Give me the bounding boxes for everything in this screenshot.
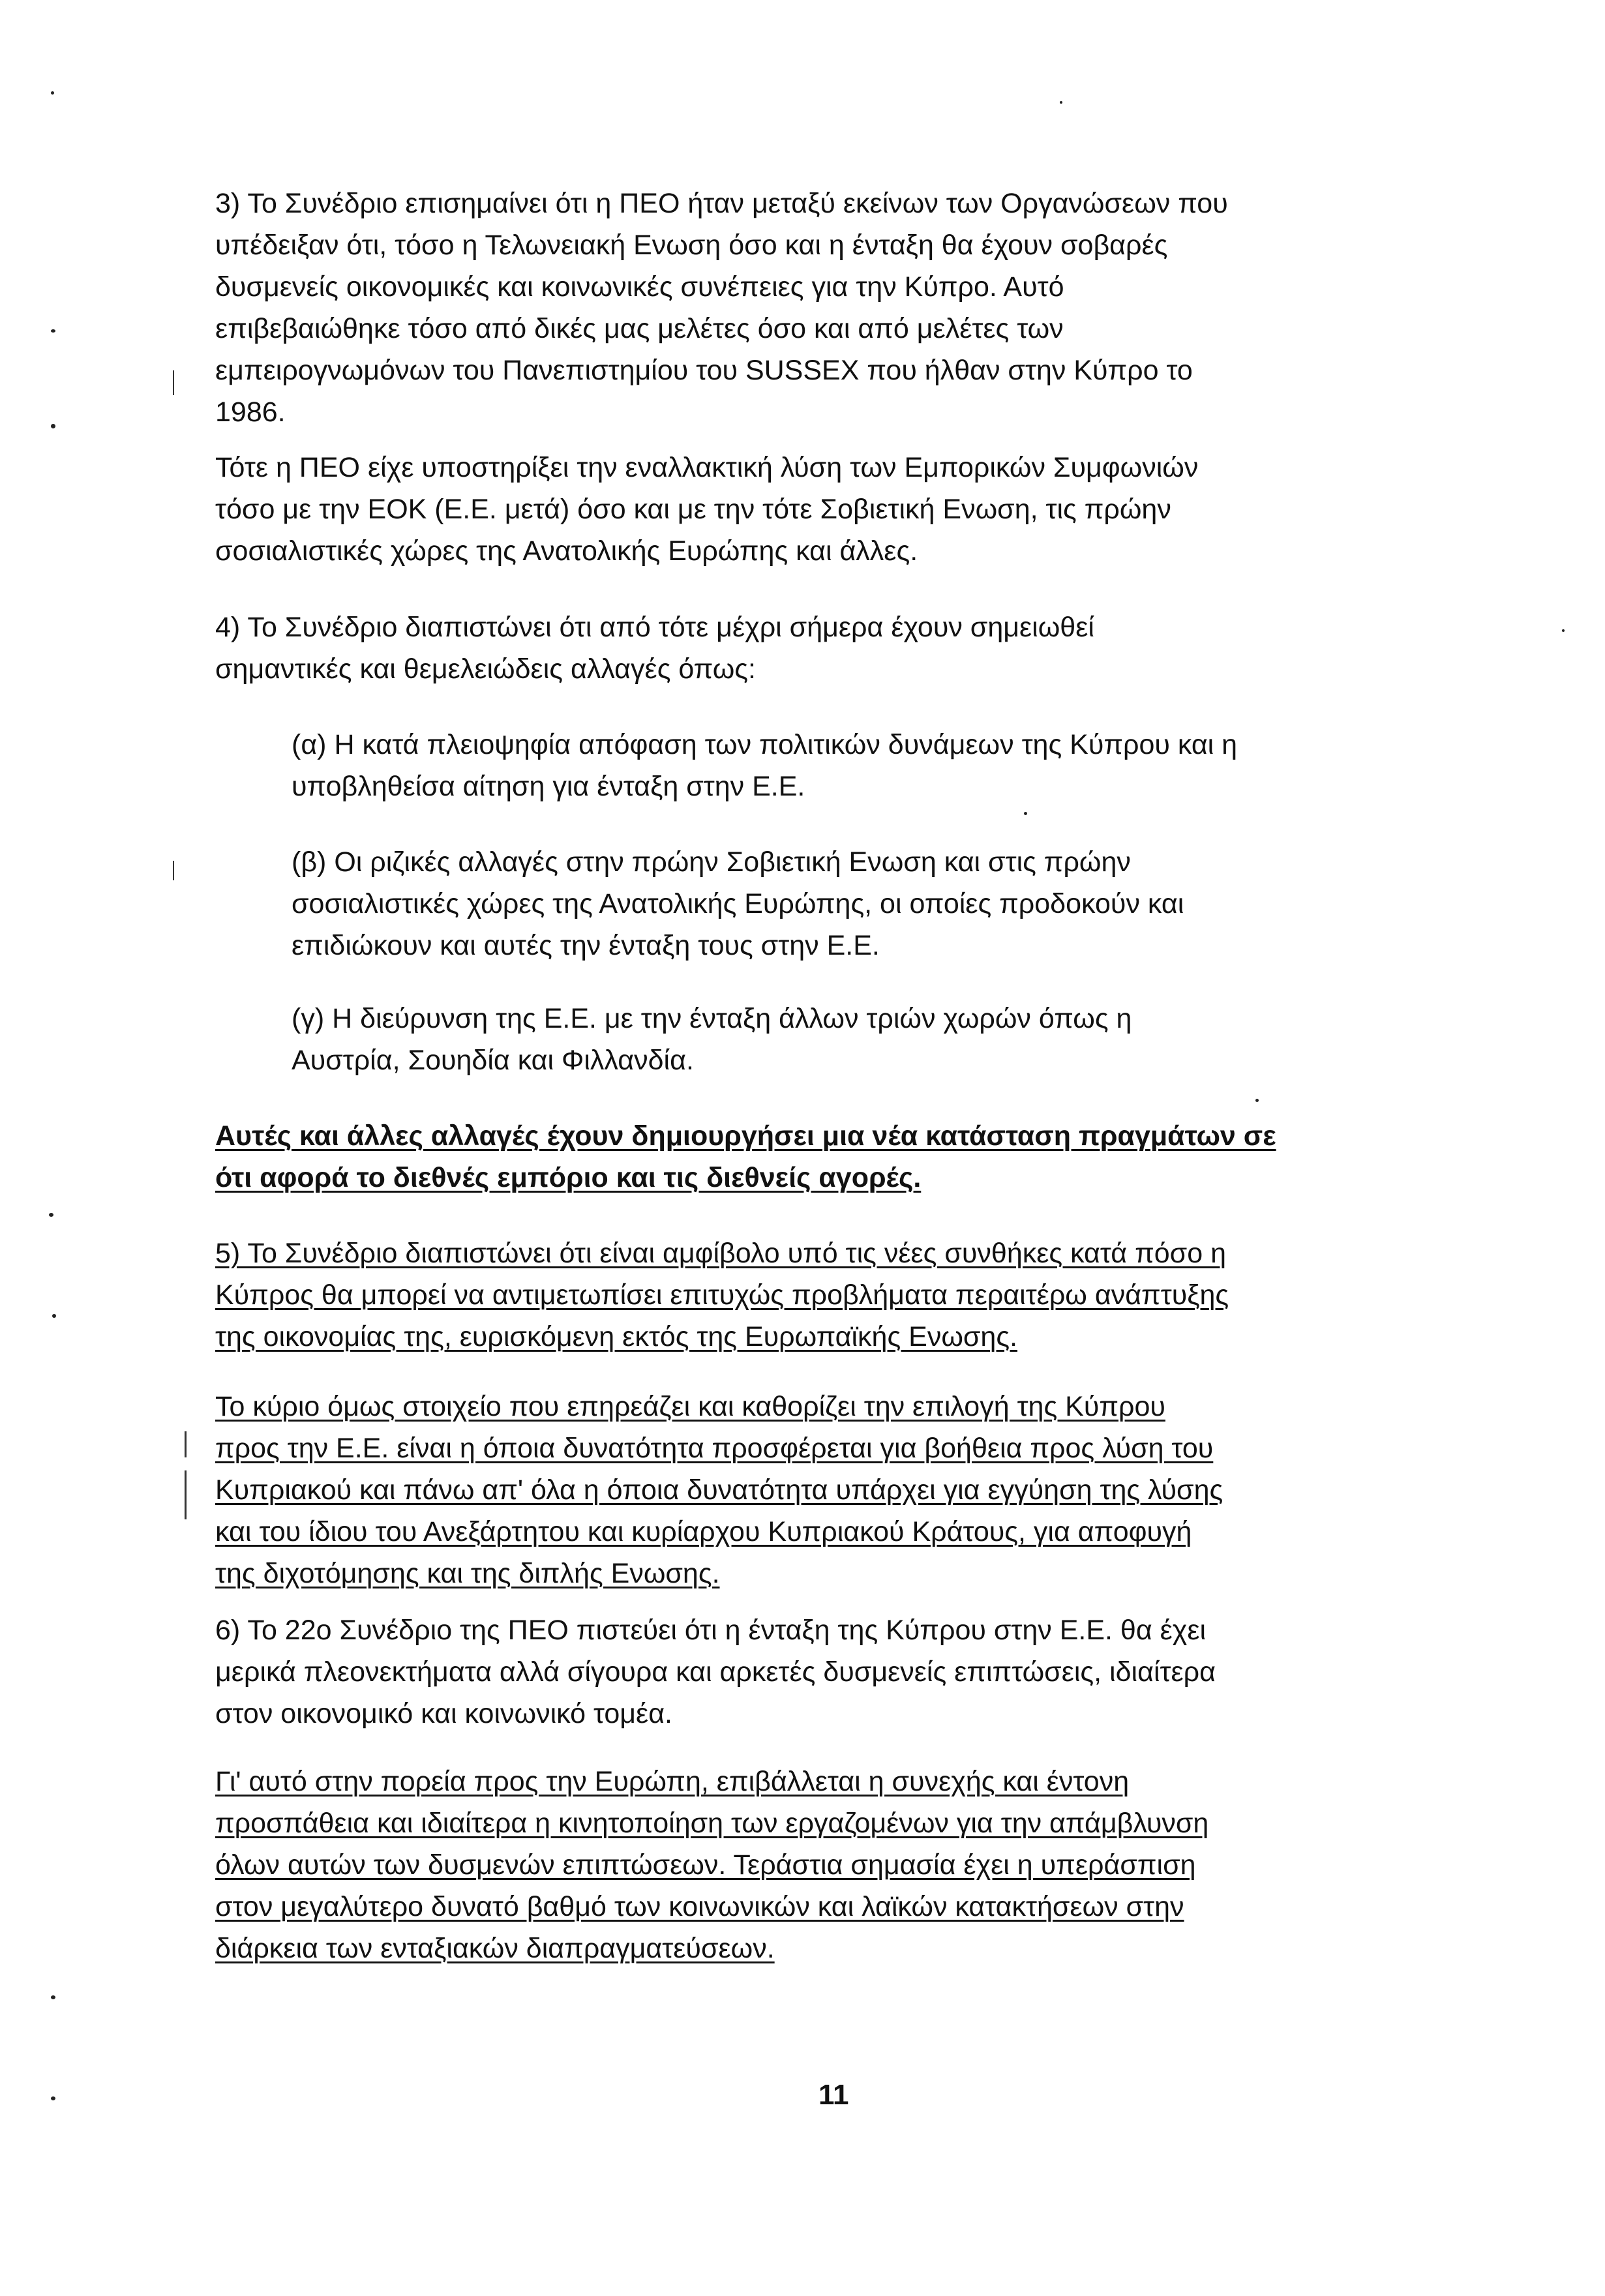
text-line: όλων αυτών των δυσμενών επιπτώσεων. Τεράστια σημασία έχει η υπεράσπιση <box>215 1849 1196 1881</box>
paragraph-cyprus-problem <box>215 1386 1454 1594</box>
scan-mark <box>185 1431 187 1457</box>
text-line: 1986. <box>215 396 286 428</box>
subitem-c <box>292 998 1465 1081</box>
text-line: σοσιαλιστικές χώρες της Ανατολικής Ευρώπης, οι οποίες προδοκούν και <box>292 888 1184 919</box>
scan-speck <box>51 424 55 428</box>
text-line: σοσιαλιστικές χώρες της Ανατολικής Ευρώπης και άλλες. <box>215 535 918 567</box>
scan-speck <box>49 1213 53 1217</box>
text-line: διάρκεια των ενταξιακών διαπραγματεύσεων. <box>215 1933 775 1964</box>
text-line: Αυτές και άλλες αλλαγές έχουν δημιουργήσει μια νέα κατάσταση πραγμάτων σε <box>215 1120 1276 1152</box>
scan-speck <box>51 91 54 95</box>
text-line: προσπάθεια και ιδιαίτερα η κινητοποίηση των εργαζομένων για την απάμβλυνση <box>215 1808 1209 1839</box>
text-line: τόσο με την ΕΟΚ (Ε.Ε. μετά) όσο και με την τότε Σοβιετική Ενωση, τις πρώην <box>215 494 1171 525</box>
text-line: Γι' αυτό στην πορεία προς την Ευρώπη, επιβάλλεται η συνεχής και έντονη <box>215 1766 1130 1797</box>
text-line: ότι αφορά το διεθνές εμπόριο και τις διεθνείς αγορές. <box>215 1162 922 1193</box>
text-line: υπέδειξαν ότι, τόσο η Τελωνειακή Ενωση όσο και η ένταξη θα έχουν σοβαρές <box>215 230 1168 261</box>
text-line: σημαντικές και θεμελειώδεις αλλαγές όπως: <box>215 653 756 685</box>
scan-speck <box>1255 1099 1259 1102</box>
scan-speck <box>1060 101 1062 104</box>
scan-mark <box>173 370 174 395</box>
text-line: (α) Η κατά πλειοψηφία απόφαση των πολιτικών δυνάμεων της Κύπρου και η <box>292 729 1238 760</box>
page-number: 11 <box>818 2079 849 2111</box>
text-line: 3) Το Συνέδριο επισημαίνει ότι η ΠΕΟ ήταν μεταξύ εκείνων των Οργανώσεων που <box>215 188 1228 219</box>
text-line: 4) Το Συνέδριο διαπιστώνει ότι από τότε μέχρι σήμερα έχουν σημειωθεί <box>215 612 1094 643</box>
paragraph-path-to-europe <box>215 1761 1454 1969</box>
text-line: Κυπριακού και πάνω απ' όλα η όποια δυνατότητα υπάρχει για εγγύηση της λύσης <box>215 1474 1223 1506</box>
text-line: προς την Ε.Ε. είναι η όποια δυνατότητα προσφέρεται για βοήθεια προς λύση του <box>215 1433 1214 1464</box>
text-line: επιβεβαιώθηκε τόσο από δικές μας μελέτες όσο και από μελέτες των <box>215 313 1064 344</box>
text-line: μερικά πλεονεκτήματα αλλά σίγουρα και αρκετές δυσμενείς επιπτώσεις, ιδιαίτερα <box>215 1656 1216 1688</box>
paragraph-item-4 <box>215 606 1454 690</box>
emphasis-statement <box>215 1115 1454 1199</box>
scan-speck <box>1562 629 1565 632</box>
text-line: Το κύριο όμως στοιχείο που επηρεάζει και καθορίζει την επιλογή της Κύπρου <box>215 1391 1165 1422</box>
text-line: στον μεγαλύτερο δυνατό βαθμό των κοινωνικών και λαϊκών κατακτήσεων στην <box>215 1891 1184 1922</box>
text-line: δυσμενείς οικονομικές και κοινωνικές συνέπειες για την Κύπρο. Αυτό <box>215 271 1064 303</box>
text-line: (β) Οι ριζικές αλλαγές στην πρώην Σοβιετική Ενωση και στις πρώην <box>292 846 1131 878</box>
text-line: της οικονομίας της, ευρισκόμενη εκτός της Ευρωπαϊκής Ενωσης. <box>215 1321 1018 1352</box>
text-line: 6) Το 22ο Συνέδριο της ΠΕΟ πιστεύει ότι η ένταξη της Κύπρου στην Ε.Ε. θα έχει <box>215 1615 1207 1646</box>
paragraph-item-6 <box>215 1609 1454 1735</box>
text-line: υποβληθείσα αίτηση για ένταξη στην Ε.Ε. <box>292 771 805 802</box>
text-line: Αυστρία, Σουηδία και Φιλλανδία. <box>292 1045 694 1076</box>
paragraph-item-5 <box>215 1232 1454 1358</box>
scan-speck <box>51 329 55 333</box>
paragraph-trade-agreements <box>215 447 1454 572</box>
text-line: Κύπρος θα μπορεί να αντιμετωπίσει επιτυχώς προβλήματα περαιτέρω ανάπτυξης <box>215 1279 1229 1311</box>
text-line: της διχοτόμησης και της διπλής Ενωσης. <box>215 1558 720 1589</box>
text-line: (γ) Η διεύρυνση της Ε.Ε. με την ένταξη άλλων τριών χωρών όπως η <box>292 1003 1132 1034</box>
text-line: επιδιώκουν και αυτές την ένταξη τους στην Ε.Ε. <box>292 930 880 961</box>
scan-mark <box>173 861 174 880</box>
scan-mark <box>185 1470 187 1519</box>
paragraph-item-3 <box>215 183 1454 433</box>
scan-speck <box>51 2096 55 2100</box>
text-line: και του ίδιου του Ανεξάρτητου και κυρίαρχου Κυπριακού Κράτους, για αποφυγή <box>215 1516 1192 1547</box>
text-line: εμπειρογνωμόνων του Πανεπιστημίου του SUSSEX που ήλθαν στην Κύπρο το <box>215 355 1193 386</box>
text-line: Τότε η ΠΕΟ είχε υποστηρίξει την εναλλακτική λύση των Εμπορικών Συμφωνιών <box>215 452 1199 483</box>
scan-speck <box>1024 812 1027 815</box>
scan-speck <box>51 1995 55 1999</box>
subitem-a <box>292 724 1465 807</box>
subitem-b <box>292 841 1465 966</box>
text-line: στον οικονομικό και κοινωνικό τομέα. <box>215 1698 672 1729</box>
scan-speck <box>52 1314 56 1318</box>
text-line: 5) Το Συνέδριο διαπιστώνει ότι είναι αμφίβολο υπό τις νέες συνθήκες κατά πόσο η <box>215 1238 1226 1269</box>
